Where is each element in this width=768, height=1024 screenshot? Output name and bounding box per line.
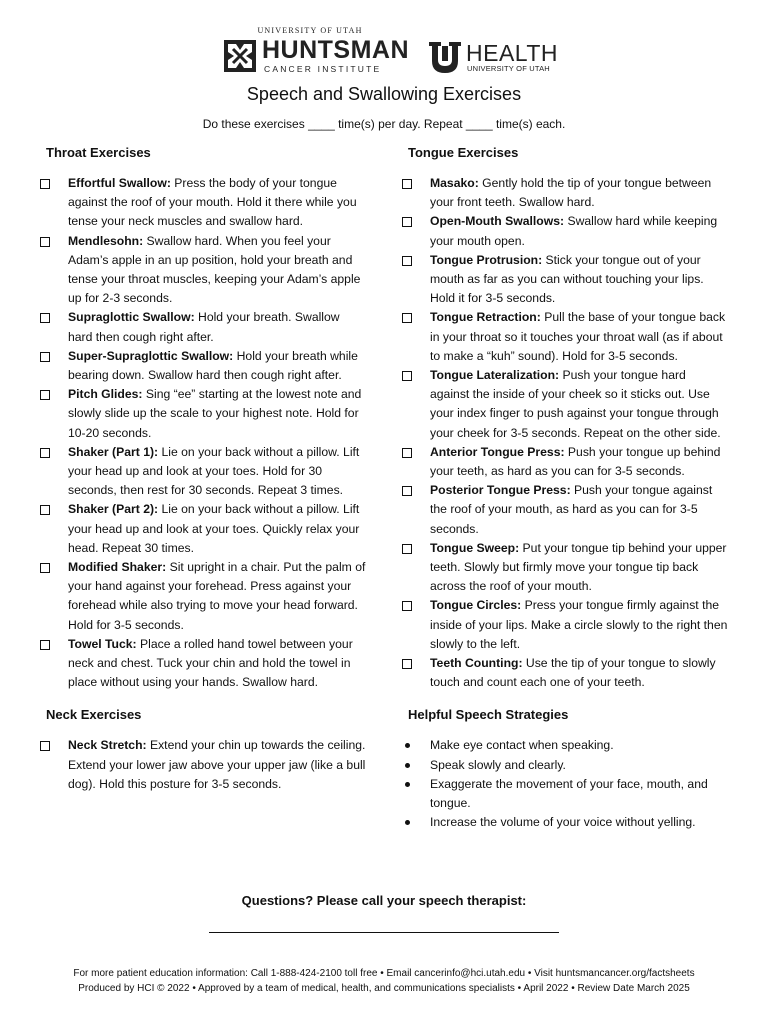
- throat-item-super-supraglottic: [40, 347, 366, 385]
- speech-list: [402, 736, 728, 832]
- item-label: Tongue Sweep:: [430, 540, 520, 555]
- tongue-item-masako: [402, 174, 728, 212]
- item-text: Push your tongue against the roof of your mouth, as hard as you can for 3-5 seconds.: [430, 483, 713, 536]
- item-text: Use the tip of your tongue to slowly touch and count each one of your teeth.: [430, 656, 716, 690]
- left-column: [40, 144, 366, 794]
- speech-item: [402, 813, 728, 832]
- item-label: Tongue Circles:: [430, 598, 522, 613]
- item-label: Teeth Counting:: [430, 656, 523, 671]
- item-label: Supraglottic Swallow:: [68, 310, 195, 325]
- throat-item-shaker-1: [40, 443, 366, 501]
- throat-item-shaker-2: [40, 500, 366, 558]
- item-text: Push your tongue up behind your teeth, as hard as you can for 3-5 seconds.: [430, 444, 721, 479]
- tongue-item-protrusion: [402, 251, 728, 309]
- speech-item: [402, 775, 728, 813]
- tongue-item-open-mouth: [402, 212, 728, 250]
- tongue-heading: Tongue Exercises: [408, 145, 519, 160]
- throat-item-supraglottic: [40, 308, 366, 346]
- item-text: Swallow hard while keeping your mouth open.: [430, 214, 718, 248]
- footer-produced: Produced by HCI © 2022 • Approved by a team of medical, health, and communications specialists • April 2022 • Review Date March 2025: [78, 983, 690, 994]
- uofu-health-logo: [428, 40, 558, 76]
- item-label: Tongue Retraction:: [430, 310, 541, 325]
- checkbox[interactable]: [402, 601, 412, 611]
- checkbox[interactable]: [40, 741, 50, 751]
- throat-item-modified-shaker: [40, 558, 366, 635]
- item-label: Neck Stretch:: [68, 738, 147, 753]
- throat-item-towel-tuck: [40, 635, 366, 693]
- speech-heading: Helpful Speech Strategies: [408, 707, 569, 723]
- item-label: Super-Supraglottic Swallow:: [68, 348, 234, 363]
- speech-item: [402, 756, 728, 775]
- throat-list: [40, 174, 366, 692]
- block-u-icon: [428, 40, 462, 74]
- item-text: Press the body of your tongue against the roof of your mouth. Hold it there while you tense your neck muscles and swallow hard.: [68, 176, 357, 229]
- bullet-icon: [405, 782, 410, 787]
- checkbox[interactable]: [402, 313, 412, 323]
- huntsman-mark-icon: [224, 40, 256, 72]
- checkbox[interactable]: [402, 256, 412, 266]
- item-text: Make eye contact when speaking.: [430, 738, 614, 753]
- footer-contact: For more patient education information: Call 1-888-424-2100 toll free • Email cancerinfo@hci.utah.edu • Visit huntsmancancer.org/factsheets: [73, 968, 695, 979]
- checkbox[interactable]: [40, 179, 50, 189]
- bullet-icon: [405, 743, 410, 748]
- tongue-item-sweep: [402, 539, 728, 597]
- throat-item-effortful-swallow: [40, 174, 366, 232]
- item-text: Hold your breath. Swallow hard then cough right after.: [68, 310, 340, 344]
- checkbox[interactable]: [402, 659, 412, 669]
- item-label: Modified Shaker:: [68, 560, 167, 575]
- throat-item-pitch-glides: [40, 385, 366, 443]
- checkbox[interactable]: [40, 352, 50, 362]
- item-text: Exaggerate the movement of your face, mouth, and tongue.: [430, 776, 708, 811]
- neck-list: [40, 736, 366, 794]
- item-label: Mendlesohn:: [68, 233, 144, 248]
- item-text: Push your tongue hard against the inside of your cheek so it sticks out. Use your index finger to push against your tongue through your cheek for 3-5 seconds. Repeat on the other side.: [430, 368, 721, 440]
- checkbox[interactable]: [40, 448, 50, 458]
- university-of-utah-sub: UNIVERSITY OF UTAH: [467, 64, 550, 73]
- item-text: Put your tongue tip behind your upper teeth. Slowly but firmly move your tongue tip back across the roof of your mouth.: [430, 540, 727, 594]
- right-column: [402, 144, 728, 833]
- tongue-item-retraction: [402, 308, 728, 366]
- item-label: Anterior Tongue Press:: [430, 444, 565, 459]
- neck-heading: Neck Exercises: [46, 707, 142, 723]
- checkbox[interactable]: [402, 179, 412, 189]
- item-label: Open-Mouth Swallows:: [430, 214, 565, 229]
- checkbox[interactable]: [40, 640, 50, 650]
- checkbox[interactable]: [402, 448, 412, 458]
- item-label: Effortful Swallow:: [68, 176, 171, 190]
- item-label: Towel Tuck:: [68, 636, 137, 651]
- item-text: Press your tongue firmly against the inside of your lips. Make a circle slowly to the right then slowly to the left.: [430, 598, 728, 651]
- checkbox[interactable]: [40, 390, 50, 400]
- speech-item: [402, 736, 728, 755]
- checkbox[interactable]: [40, 313, 50, 323]
- huntsman-logo: [224, 26, 410, 78]
- cancer-institute-label: CANCER INSTITUTE: [264, 64, 382, 74]
- checkbox[interactable]: [402, 486, 412, 496]
- item-label: Shaker (Part 2):: [68, 502, 159, 517]
- item-text: Pull the base of your tongue back in your throat so it touches your throat wall (as if about to make a “kuh” sound). Hold for 3-5 seconds.: [430, 310, 726, 363]
- item-label: Posterior Tongue Press:: [430, 483, 571, 498]
- item-text: Gently hold the tip of your tongue between your front teeth. Swallow hard.: [430, 176, 712, 210]
- neck-item-stretch: [40, 736, 366, 794]
- bullet-icon: [405, 820, 410, 825]
- university-of-utah-label: UNIVERSITY OF UTAH: [257, 26, 363, 35]
- item-label: Tongue Lateralization:: [430, 368, 560, 383]
- checkbox[interactable]: [402, 371, 412, 381]
- item-text: Hold your breath while bearing down. Swallow hard then cough right after.: [68, 348, 358, 383]
- checkbox[interactable]: [40, 505, 50, 515]
- bullet-icon: [405, 763, 410, 768]
- header-logos: [0, 26, 768, 78]
- checkbox[interactable]: [402, 217, 412, 227]
- item-text: Sit upright in a chair. Put the palm of your hand against your forehead. Press against your forehead while also trying to move your head forward. Hold for 3-5 seconds.: [68, 560, 366, 632]
- item-text: Lie on your back without a pillow. Lift your head up and look at your toes. Hold for 30 seconds, then rest for 30 seconds. Repeat 3 times.: [68, 444, 360, 498]
- throat-heading: Throat Exercises: [46, 145, 151, 160]
- tongue-item-circles: [402, 596, 728, 654]
- item-text: Swallow hard. When you feel your Adam’s apple in an up position, hold your breath and tense your throat muscles, keeping your Adam’s apple up for 2-3 seconds.: [68, 233, 361, 306]
- tongue-item-posterior-press: [402, 481, 728, 539]
- huntsman-name: HUNTSMAN: [262, 36, 410, 64]
- instructions: Do these exercises ____ time(s) per day. Repeat ____ time(s) each.: [202, 117, 566, 131]
- tongue-item-lateralization: [402, 366, 728, 443]
- tongue-list: [402, 174, 728, 692]
- throat-item-mendlesohn: [40, 232, 366, 309]
- tongue-item-teeth-counting: [402, 654, 728, 692]
- therapist-write-line[interactable]: [209, 932, 559, 933]
- item-text: Lie on your back without a pillow. Lift your head up and look at your toes. Quickly relax your head. Repeat 30 times.: [68, 502, 360, 555]
- tongue-item-anterior-press: [402, 443, 728, 481]
- item-label: Shaker (Part 1):: [68, 444, 159, 459]
- health-name: HEALTH: [466, 40, 559, 66]
- item-label: Tongue Protrusion:: [430, 252, 543, 267]
- checkbox[interactable]: [40, 237, 50, 247]
- checkbox[interactable]: [40, 563, 50, 573]
- item-text: Extend your chin up towards the ceiling. Extend your lower jaw above your upper jaw (like a bull dog). Hold this posture for 3-5 seconds.: [68, 738, 366, 791]
- item-text: Speak slowly and clearly.: [430, 757, 566, 772]
- item-label: Masako:: [430, 176, 479, 190]
- questions-prompt: Questions? Please call your speech therapist:: [241, 893, 527, 908]
- item-text: Stick your tongue out of your mouth as far as you can without touching your lips. Hold it for 3-5 seconds.: [430, 252, 704, 306]
- page-title: Speech and Swallowing Exercises: [246, 84, 522, 104]
- checkbox[interactable]: [402, 544, 412, 554]
- item-label: Pitch Glides:: [68, 387, 143, 402]
- item-text: Sing “ee” starting at the lowest note and slowly slide up the scale to your highest note. Hold for 10-20 seconds.: [68, 387, 362, 440]
- item-text: Increase the volume of your voice without yelling.: [430, 815, 696, 830]
- item-text: Place a rolled hand towel between your neck and chest. Tuck your chin and hold the towel in place without using your hands. Swallow hard.: [68, 636, 353, 690]
